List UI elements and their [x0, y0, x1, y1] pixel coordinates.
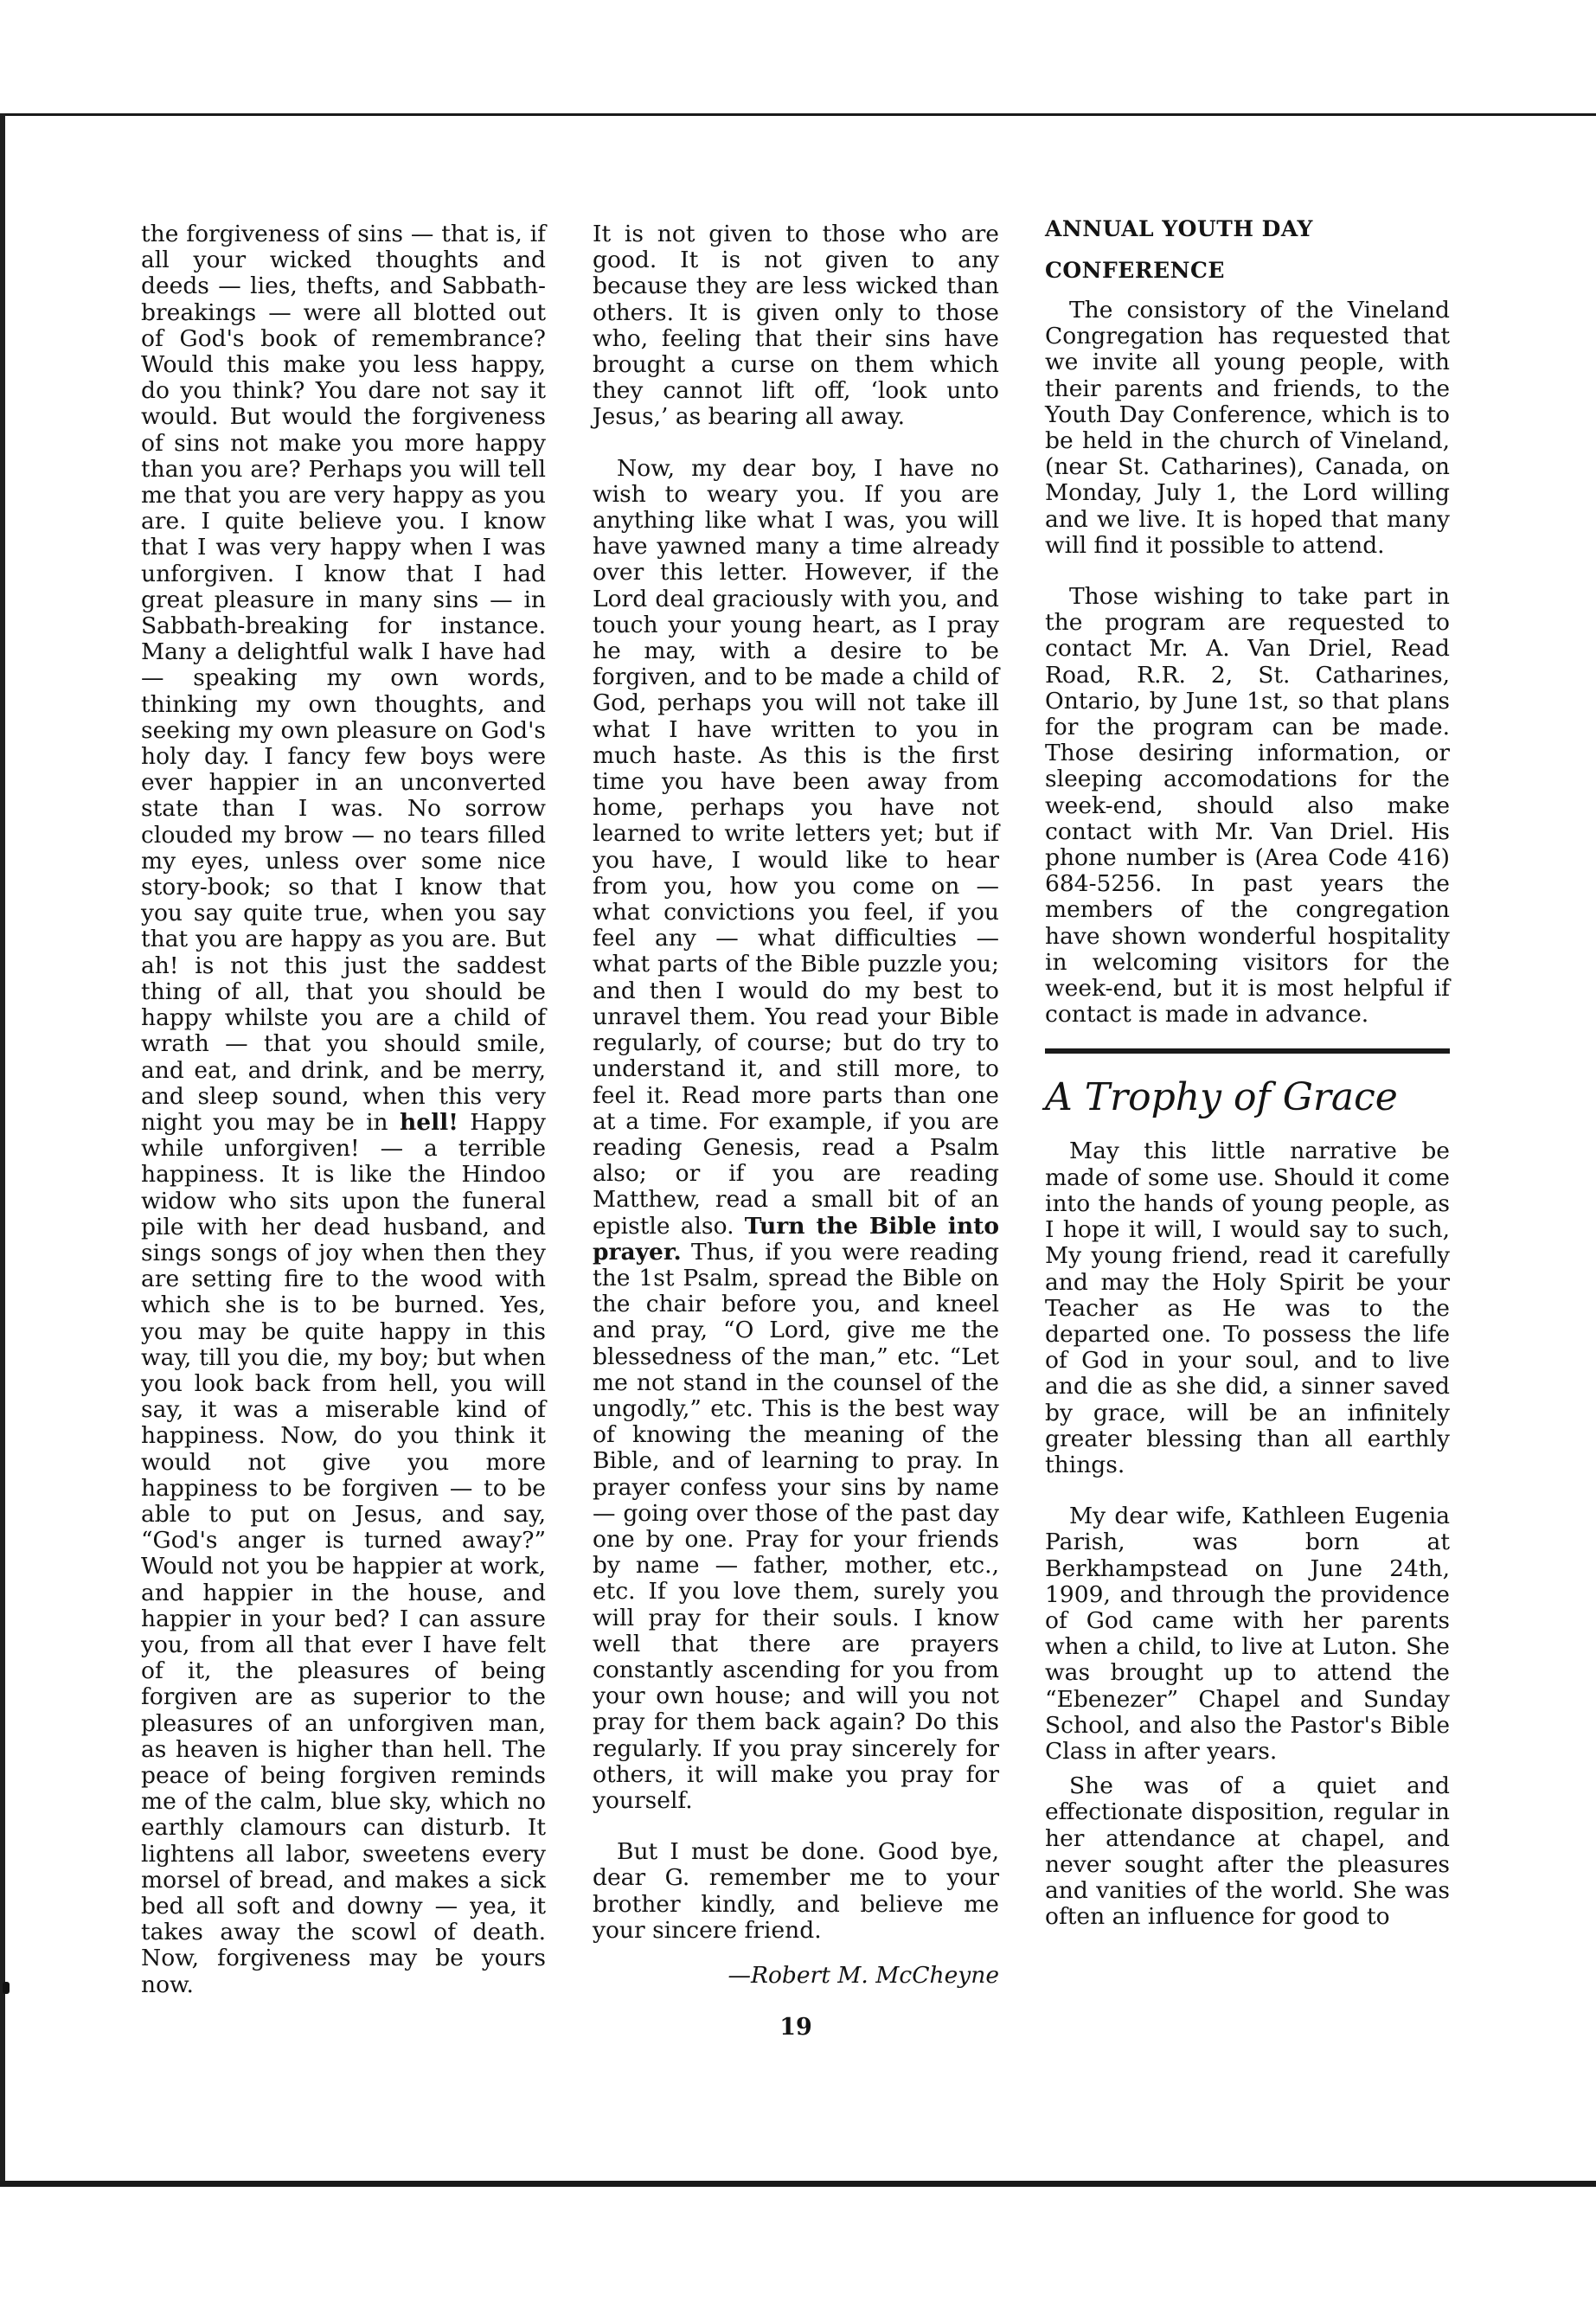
author-signature: —Robert M. McCheyne: [727, 1962, 999, 1989]
col2-p2-bold: Turn the Bible into prayer.: [593, 1212, 999, 1266]
col1-p1-text: the forgiveness of sins — that is, if all your wicked thoughts and deeds — lies, thefts, and Sabbath-breakings — were all blotted out of God's book of remembrance? Would this make you less happy, do you think? You dare not say it would. But would the forgiveness of sins not make you more happy than you are? Perhaps you will tell me that you are very happy as you are. I quite believe you. I know that I was very happy when I was unforgiven. I know that I had great pleasure in many sins — in Sabbath-breaking for instance. Many a delightful walk I have had — speaking my own words, thinking my own thoughts, and seeking my own pleasure on God's holy day. I fancy few boys were ever happier in an unconverted state than I was. No sorrow clouded my brow — no tears filled my eyes, unless over some nice story-book; so that I know that you say quite true, when you say that you are happy as you are. But ah! is not this just the saddest thing of all, that you should be happy whilste you are a child of wrath — that you should smile, and eat, and drink, and be merry, and sleep sound, when this very night you may be in: [141, 221, 546, 1136]
top-border-rule: [0, 113, 1596, 116]
column-2: [593, 221, 999, 1989]
col2-paragraph-3: But I must be done. Good bye, dear G. remember me to your brother kindly, and believe me your sincere friend.: [593, 1838, 999, 1944]
col2-paragraph-1: It is not given to those who are good. It is not given to any because they are less wicked than others. It is given only to those who, feeling that their sins have brought a curse on them which they cannot lift off, ‘look unto Jesus,’ as bearing all away.: [593, 221, 999, 431]
col3-paragraph-4: My dear wife, Kathleen Eugenia Parish, was born at Berkhampstead on June 24th, 1909, and through the providence of God came with her parents when a child, to live at Luton. She was brought up to attend the “Ebenezer” Chapel and Sunday School, and also the Pastor's Bible Class in after years.: [1045, 1503, 1450, 1765]
col2-p2-text: Now, my dear boy, I have no wish to weary you. If you are anything like what I was, you will have yawned many a time already over this letter. However, if the Lord deal graciously with you, and touch your young heart, as I pray he may, with a desire to be forgiven, and to be made a child of God, perhaps you will not take ill what I have written to you in much haste. As this is the first time you have been away from home, perhaps you have not learned to write letters yet; but if you have, I would like to hear from you, how you come on — what convictions you feel, if you feel any — what difficulties — what parts of the Bible puzzle you; and then I would do my best to unravel them. You read your Bible regularly, of course; but do try to understand it, and still more, to feel it. Read more parts than one at a time. For example, if you are reading Genesis, read a Psalm also; or if you are reading Matthew, read a small bit of an epistle also.: [593, 454, 999, 1240]
col1-p1-end: Happy while unforgiven! — a terrible happiness. It is like the Hindoo widow who sits upon the funeral pile with her dead husband, and sings songs of joy when then they are setting fire to the wood with which she is to be burned. Yes, you may be quite happy in this way, till you die, my boy; but when you look back from hell, you will say, it was a miserable kind of happiness. Now, do you think it would not give you more happiness to be forgiven — to be able to put on Jesus, and say, “God's anger is turned away?” Would not you be happier at work, and happier in the house, and happier in your bed? I can assure you, from all that ever I have felt of it, the pleasures of being forgiven are as superior to the pleasures of an unforgiven man, as heaven is higher than hell. The peace of being forgiven reminds me of the calm, blue sky, which no earthly clamours can disturb. It lightens all labor, sweetens every morsel of bread, and makes a sick bed all soft and downy — yea, it takes away the scowl of death. Now, forgiveness may be yours now.: [141, 1108, 546, 1998]
left-border-rule: [0, 113, 5, 2187]
section-divider: [1045, 1048, 1450, 1054]
col1-paragraph-1: [141, 221, 546, 1998]
col3-paragraph-5: She was of a quiet and effectionate disposition, regular in her attendance at chapel, and never sought after the pleasures and vanities of the world. She was often an influence for good to: [1045, 1772, 1450, 1931]
col3-paragraph-2: Those wishing to take part in the program are requested to contact Mr. A. Van Driel, Read Road, R.R. 2, St. Catharines, Ontario, by June 1st, so that plans for the program can be made. Those desiring information, or sleeping accomodations for the week-end, should also make contact with Mr. Van Driel. His phone number is (Area Code 416) 684-5256. In past years the members of the congregation have shown wonderful hospitality in welcoming visitors for the week-end, but it is most helpful if contact is made in advance.: [1045, 583, 1450, 1029]
column-3: [1045, 216, 1450, 1955]
section-title: A Trophy of Grace: [1045, 1075, 1398, 1120]
col2-paragraph-2: [593, 456, 999, 1815]
conference-heading-line-1: ANNUAL YOUTH DAY: [1045, 216, 1313, 241]
bottom-border-rule: [0, 2181, 1596, 2187]
conference-heading-line-2: CONFERENCE: [1045, 258, 1225, 283]
page-number: 19: [779, 2014, 812, 2041]
column-1: [141, 221, 546, 2023]
scan-mark: [3, 1982, 10, 1994]
col3-paragraph-1: The consistory of the Vineland Congregation has requested that we invite all young people, with their parents and friends, to the Youth Day Conference, which is to be held in the church of Vineland, (near St. Catharines), Canada, on Monday, July 1, the Lord willing and we live. It is hoped that many will find it possible to attend.: [1045, 297, 1450, 559]
col2-p2-end: Thus, if you were reading the 1st Psalm, spread the Bible on the chair before you, and kneel and pray, “O Lord, give me the blessedness of the man,” etc. “Let me not stand in the counsel of the ungodly,” etc. This is the best way of knowing the meaning of the Bible, and of learning to pray. In prayer confess your sins by name — going over those of the past day one by one. Pray for your friends by name — father, mother, etc., etc. If you love them, surely you will pray for their souls. I know well that there are prayers constantly ascending for you from your own house; and will you not pray for them back again? Do this regularly. If you pray sincerely for others, it will make you pray for yourself.: [593, 1238, 999, 1814]
col3-paragraph-3: May this little narrative be made of some use. Should it come into the hands of young people, as I hope it will, I would say to such, My young friend, read it carefully and may the Holy Spirit be your Teacher as He was to the departed one. To possess the life of God in your soul, and to live and die as she did, a sinner saved by grace, will be an infinitely greater blessing than all earthly things.: [1045, 1138, 1450, 1478]
col1-p1-bold: hell!: [399, 1108, 458, 1136]
